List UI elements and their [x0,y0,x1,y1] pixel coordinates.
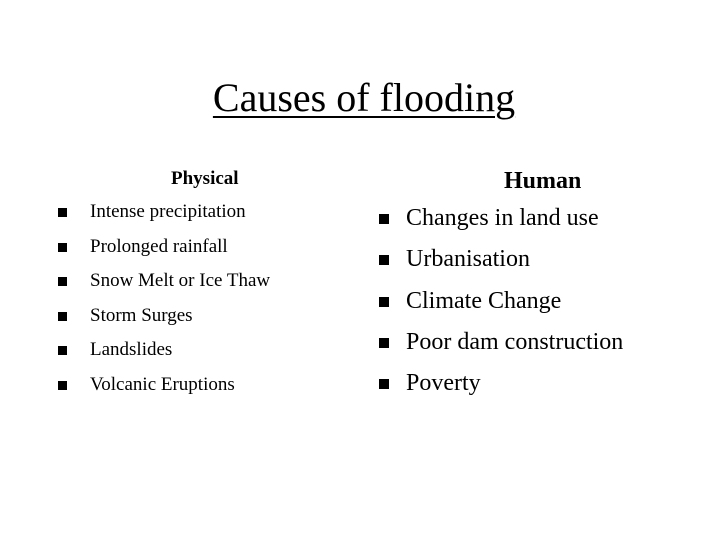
physical-heading: Physical [171,168,239,189]
list-item-label: Volcanic Eruptions [90,373,235,395]
square-bullet-icon [379,379,389,389]
square-bullet-icon [58,381,67,390]
list-item-label: Climate Change [406,287,562,314]
physical-causes-list [58,195,338,403]
list-item-label: Poor dam construction [406,328,624,355]
square-bullet-icon [58,312,67,321]
list-item-label: Changes in land use [406,205,599,231]
list-item [58,333,338,368]
list-item [376,363,716,404]
list-item-label: Snow Melt or Ice Thaw [90,270,271,292]
list-item [58,230,338,265]
list-item [58,264,338,299]
list-item-label: Prolonged rainfall [90,235,228,257]
list-item [376,239,716,280]
list-item-label: Urbanisation [406,246,530,273]
list-item-label: Landslides [90,339,173,361]
human-causes-list [376,198,716,404]
square-bullet-icon [379,338,389,348]
human-heading: Human [504,168,582,194]
square-bullet-icon [379,255,389,265]
square-bullet-icon [58,277,67,286]
list-item [58,299,338,334]
list-item [376,198,716,239]
list-item [58,368,338,403]
square-bullet-icon [379,214,389,224]
square-bullet-icon [58,243,67,252]
list-item [58,195,338,230]
physical-causes-column [58,166,338,403]
square-bullet-icon [58,346,67,355]
square-bullet-icon [379,297,389,307]
human-causes-column [376,165,716,404]
list-item-label: Storm Surges [90,304,193,326]
square-bullet-icon [58,208,67,217]
list-item-label: Poverty [406,370,481,397]
list-item-label: Intense precipitation [90,201,246,222]
slide-title: Causes of flooding [212,75,516,120]
list-item [376,322,716,363]
list-item [376,281,716,322]
